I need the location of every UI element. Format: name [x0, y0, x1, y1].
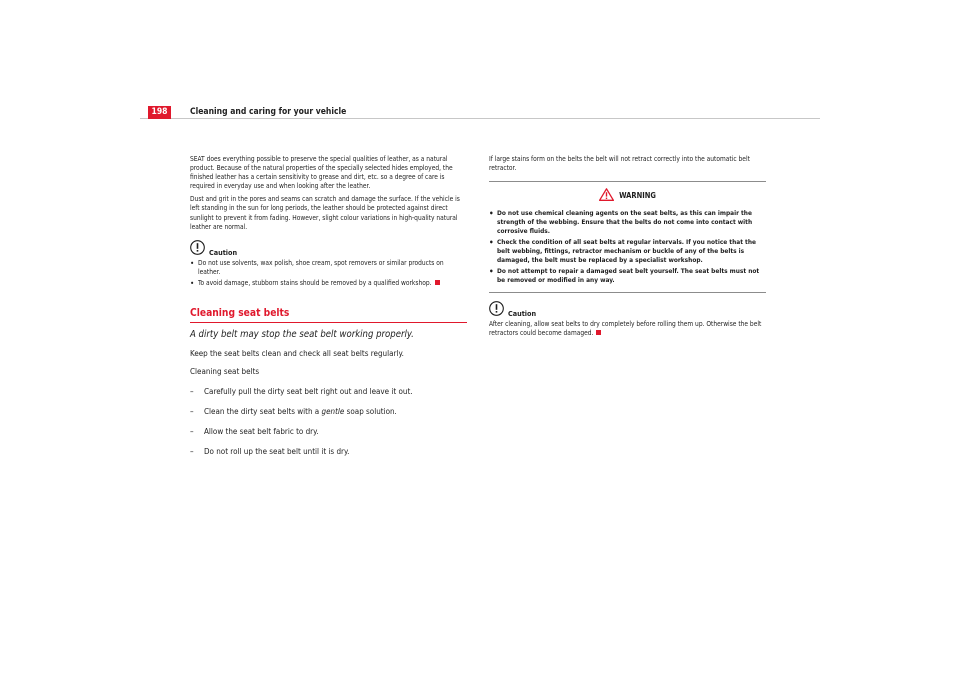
leather-paragraph-2: Dust and grit in the pores and seams can scratch and damage the surface. If the vehicle is left standing in the sun for long periods, the leather should be protected against direct sunlight to prevent it from fading. However, slight colour variations in high-quality natural leather are normal.: [190, 195, 460, 231]
dash-icon: –: [190, 387, 194, 397]
caution-heading: [489, 301, 766, 318]
warning-item: • Check the condition of all seat belts at regular intervals. If you notice that the belt webbing, fittings, retractor mechanism or buckle of any of the belts is damaged, the belt must be replaced by a specialist workshop.: [489, 238, 756, 265]
step-item: – Do not roll up the seat belt until it is dry.: [190, 447, 350, 457]
stain-paragraph: If large stains form on the belts the belt will not retract correctly into the automatic belt retractor.: [489, 155, 750, 173]
end-of-section-icon: [435, 280, 440, 285]
bullet-icon: •: [489, 267, 494, 277]
caution-text: After cleaning, allow seat belts to dry completely before rolling them up. Otherwise the belt retractors could become damaged.: [489, 320, 762, 338]
left-column: [190, 155, 467, 457]
warning-triangle-icon: [599, 188, 614, 203]
bullet-icon: •: [489, 209, 494, 219]
caution-heading: [190, 240, 467, 257]
dash-icon: –: [190, 407, 194, 417]
caution-item: • Do not use solvents, wax polish, shoe cream, spot removers or similar products on leather.: [190, 258, 444, 276]
step-item: – Clean the dirty seat belts with a gentle soap solution.: [190, 407, 397, 417]
end-of-section-icon: [596, 330, 601, 335]
caution-icon: [489, 301, 504, 318]
warning-item: • Do not use chemical cleaning agents on the seat belts, as this can impair the strength of the webbing. Ensure that the belts do not come into contact with corrosive fluids.: [489, 209, 753, 236]
caution-item: • To avoid damage, stubborn stains should be removed by a qualified workshop.: [190, 279, 467, 288]
caution-icon: [190, 240, 205, 257]
section-body: [190, 349, 467, 457]
caution-text-wrap: [489, 320, 766, 338]
steps-heading: Cleaning seat belts: [190, 367, 260, 377]
bullet-icon: •: [190, 258, 195, 268]
leather-paragraph-1: SEAT does everything possible to preserve the special qualities of leather, as a natural product. Because of the natural properties of the specially selected hides employed, the finished leather has a certain sensitivity to grease and dirt, etc. so a degree of care is required in everyday use and when looking after the leather.: [190, 155, 453, 191]
section-subtitle: A dirty belt may stop the seat belt working properly.: [190, 329, 414, 341]
right-column: [489, 155, 766, 342]
warning-heading: [489, 188, 766, 203]
bullet-icon: •: [489, 238, 494, 248]
bullet-icon: •: [190, 279, 195, 289]
step-item: – Allow the seat belt fabric to dry.: [190, 427, 319, 437]
page-number: 198: [148, 106, 171, 119]
caution-title: Caution: [209, 247, 238, 257]
warning-item: • Do not attempt to repair a damaged seat belt yourself. The seat belts must not be removed or modified in any way.: [489, 267, 760, 285]
dash-icon: –: [190, 447, 194, 457]
warning-box: [489, 181, 766, 293]
caution-title: Caution: [508, 309, 537, 319]
section-intro: Keep the seat belts clean and check all seat belts regularly.: [190, 349, 404, 359]
dash-icon: –: [190, 427, 194, 437]
warning-title: WARNING: [619, 191, 656, 201]
chapter-title: Cleaning and caring for your vehicle: [190, 107, 347, 117]
section-title: Cleaning seat belts: [190, 307, 467, 323]
step-item: – Carefully pull the dirty seat belt right out and leave it out.: [190, 387, 413, 397]
